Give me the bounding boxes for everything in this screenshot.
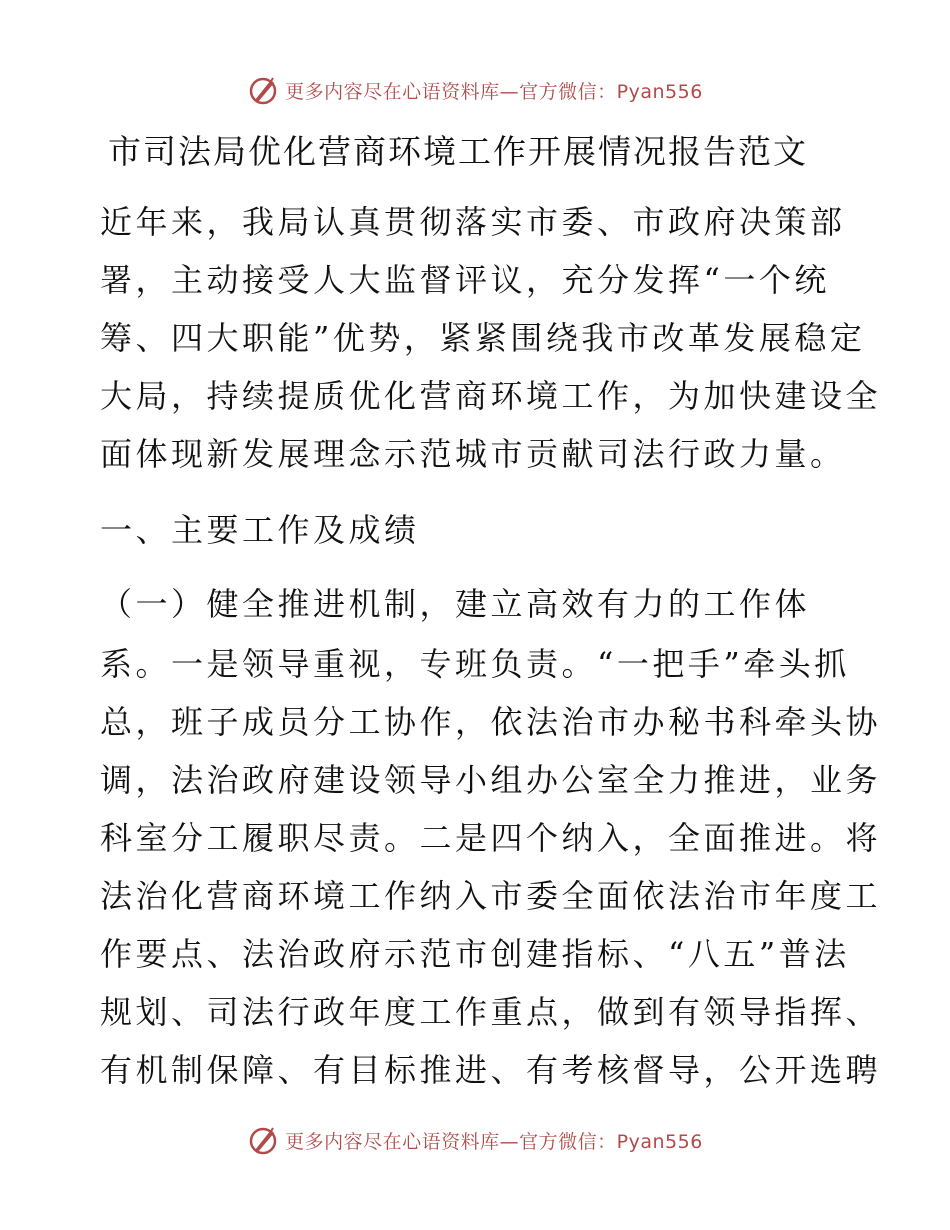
- intro-line-3: 筹、四大职能”优势，紧紧围绕我市改革发展稳定: [100, 319, 866, 357]
- section-heading: 一、主要工作及成绩: [100, 511, 420, 549]
- intro-line-1: 近年来，我局认真贯彻落实市委、市政府决策部: [100, 203, 846, 241]
- body-line-5: 科室分工履职尽责。二是四个纳入，全面推进。将: [100, 819, 882, 857]
- intro-line-2: 署，主动接受人大监督评议，充分发挥“一个统: [100, 261, 830, 299]
- header-watermark-banner: [0, 70, 950, 110]
- quill-logo-icon: [247, 1124, 279, 1156]
- intro-line-4: 大局，持续提质优化营商环境工作，为加快建设全: [100, 377, 882, 415]
- body-line-8: 规划、司法行政年度工作重点，做到有领导指挥、: [100, 993, 882, 1031]
- document-title: 市司法局优化营商环境工作开展情况报告范文: [108, 132, 808, 171]
- body-line-2: 系。一是领导重视，专班负责。“一把手”牵头抓: [100, 645, 850, 683]
- watermark-text: 更多内容尽在心语资料库—官方微信：Pyan556: [285, 80, 703, 103]
- body-line-1: （一）健全推进机制，建立高效有力的工作体: [100, 585, 811, 623]
- intro-line-5: 面体现新发展理念示范城市贡献司法行政力量。: [100, 435, 846, 473]
- quill-logo-icon: [247, 74, 279, 106]
- body-line-4: 调，法治政府建设领导小组办公室全力推进，业务: [100, 761, 882, 799]
- body-line-6: 法治化营商环境工作纳入市委全面依法治市年度工: [100, 877, 882, 915]
- footer-watermark-banner: [0, 1120, 950, 1160]
- body-line-7: 作要点、法治政府示范市创建指标、“八五”普法: [100, 935, 850, 973]
- watermark-text: 更多内容尽在心语资料库—官方微信：Pyan556: [285, 1130, 703, 1153]
- body-line-9: 有机制保障、有目标推进、有考核督导，公开选聘: [100, 1051, 882, 1089]
- body-line-3: 总，班子成员分工协作，依法治市办秘书科牵头协: [100, 703, 882, 741]
